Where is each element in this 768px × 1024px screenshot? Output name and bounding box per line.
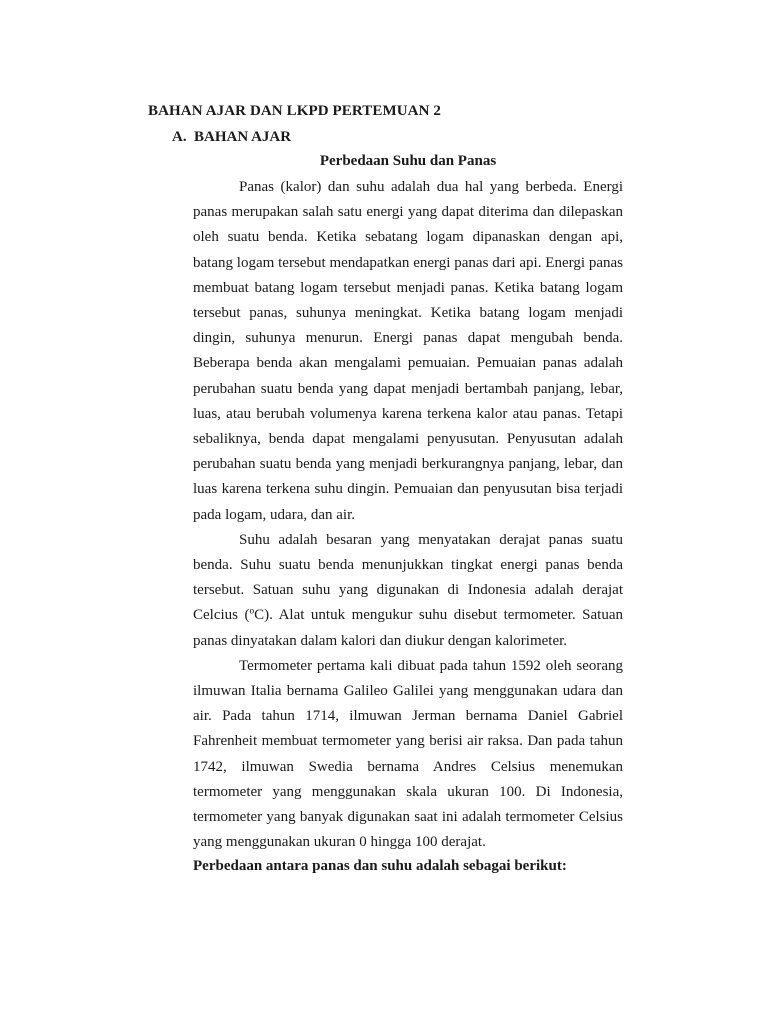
paragraph-thermometer: Termometer pertama kali dibuat pada tahun 1592 oleh seorang ilmuwan Italia bernama Galileo Galilei yang menggunakan udara dan air. Pada tahun 1714, ilmuwan Jerman bernama Daniel Gabriel Fahrenheit membuat termometer yang berisi air raksa. Dan pada tahun 1742, ilmuwan Swedia bernama Andres Celsius menemukan termometer yang menggunakan skala ukuran 100. Di Indonesia, termometer yang banyak digunakan saat ini adalah termometer Celsius yang menggunakan ukuran 0 hingga 100 derajat. — [193, 657, 623, 851]
section-heading — [172, 129, 291, 146]
document-title: BAHAN AJAR DAN LKPD PERTEMUAN 2 — [148, 103, 441, 119]
body-text — [193, 175, 623, 855]
paragraph-heat: Panas (kalor) dan suhu adalah dua hal yang berbeda. Energi panas merupakan salah satu energi yang dapat diterima dan dilepaskan oleh suatu benda. Ketika sebatang logam dipanaskan dengan api, batang logam tersebut mendapatkan energi panas dari api. Energi panas membuat batang logam tersebut menjadi panas. Ketika batang logam tersebut panas, suhunya meningkat. Ketika batang logam menjadi dingin, suhunya menurun. Energi panas dapat mengubah benda. Beberapa benda akan mengalami pemuaian. Pemuaian panas adalah perubahan suatu benda yang dapat menjadi bertambah panjang, lebar, luas, atau berubah volumenya karena terkena kalor atau panas. Tetapi sebaliknya, benda dapat mengalami penyusutan. Penyusutan adalah perubahan suatu benda yang menjadi berkurangnya panjang, lebar, dan luas karena terkena suhu dingin. Pemuaian dan penyusutan bisa terjadi pada logam, udara, dan air. — [193, 179, 623, 523]
section-number: A. — [172, 129, 187, 145]
closing-statement: Perbedaan antara panas dan suhu adalah sebagai berikut: — [193, 858, 567, 874]
paragraph-temperature: Suhu adalah besaran yang menyatakan derajat panas suatu benda. Suhu suatu benda menunjukkan tingkat energi panas benda tersebut. Satuan suhu yang digunakan di Indonesia adalah derajat Celcius (ºC). Alat untuk mengukur suhu disebut termometer. Satuan panas dinyatakan dalam kalori dan diukur dengan kalorimeter. — [193, 531, 623, 649]
subtitle: Perbedaan Suhu dan Panas — [319, 153, 497, 169]
section-label: BAHAN AJAR — [194, 129, 292, 145]
